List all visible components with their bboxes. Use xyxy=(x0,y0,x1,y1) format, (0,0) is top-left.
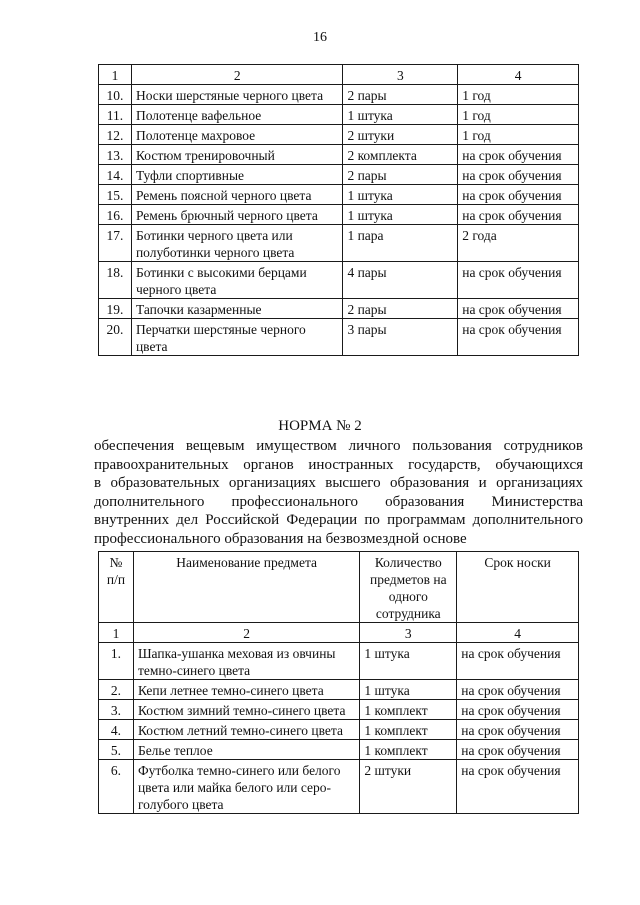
cell-wear-period: на срок обучения xyxy=(458,319,579,356)
cell-quantity: 2 пары xyxy=(343,165,458,185)
cell-quantity: 2 пары xyxy=(343,85,458,105)
cell-item-name: Полотенце махровое xyxy=(131,125,342,145)
table-row xyxy=(99,165,579,185)
cell-item-name: Белье теплое xyxy=(133,740,359,760)
table-row xyxy=(99,319,579,356)
cell-item-name: Кепи летнее темно-синего цвета xyxy=(133,680,359,700)
cell-number: 3. xyxy=(99,700,134,720)
cell-quantity: 1 штука xyxy=(343,185,458,205)
cell-quantity: 3 пары xyxy=(343,319,458,356)
cell-quantity: 1 штука xyxy=(360,680,457,700)
table-row xyxy=(99,205,579,225)
cell-wear-period: на срок обучения xyxy=(458,205,579,225)
cell-number: 1. xyxy=(99,643,134,680)
table-row xyxy=(99,85,579,105)
cell-item-name: Ремень брючный черного цвета xyxy=(131,205,342,225)
cell-quantity: 1 штука xyxy=(343,105,458,125)
cell-wear-period: на срок обучения xyxy=(457,760,579,814)
cell-wear-period: на срок обучения xyxy=(457,700,579,720)
cell-item-name: Ремень поясной черного цвета xyxy=(131,185,342,205)
table-row xyxy=(99,760,579,814)
cell-wear-period: на срок обучения xyxy=(458,145,579,165)
cell-quantity: 1 комплект xyxy=(360,720,457,740)
cell-number: 20. xyxy=(99,319,132,356)
cell-wear-period: 1 год xyxy=(458,105,579,125)
cell-quantity: 1 штука xyxy=(360,643,457,680)
cell-quantity: 2 комплекта xyxy=(343,145,458,165)
cell-number: 12. xyxy=(99,125,132,145)
cell-number: 18. xyxy=(99,262,132,299)
cell-number: 11. xyxy=(99,105,132,125)
table-row xyxy=(99,740,579,760)
cell-item-name: Костюм зимний темно-синего цвета xyxy=(133,700,359,720)
table-header-row xyxy=(99,552,579,623)
column-number-label: 4 xyxy=(457,623,579,643)
cell-item-name: Туфли спортивные xyxy=(131,165,342,185)
cell-item-name: Ботинки с высокими берцами черного цвета xyxy=(131,262,342,299)
norma-description-line: дополнительного профессионального образования Министерства xyxy=(94,493,583,510)
cell-number: 10. xyxy=(99,85,132,105)
cell-item-name: Футболка темно-синего или белого цвета или майка белого или серо-голубого цвета xyxy=(133,760,359,814)
cell-item-name: Носки шерстяные черного цвета xyxy=(131,85,342,105)
norma-description-line: обеспечения вещевым имуществом личного пользования сотрудников xyxy=(94,438,583,454)
cell-number: 17. xyxy=(99,225,132,262)
column-header-wear-period: Срок носки xyxy=(457,552,579,623)
cell-item-name: Тапочки казарменные xyxy=(131,299,342,319)
cell-quantity: 2 пары xyxy=(343,299,458,319)
table-row xyxy=(99,225,579,262)
cell-wear-period: на срок обучения xyxy=(458,299,579,319)
cell-wear-period: на срок обучения xyxy=(458,262,579,299)
cell-number: 13. xyxy=(99,145,132,165)
cell-item-name: Костюм летний темно-синего цвета xyxy=(133,720,359,740)
cell-number: 4. xyxy=(99,720,134,740)
cell-wear-period: на срок обучения xyxy=(457,720,579,740)
column-header-number: № п/п xyxy=(99,552,134,623)
norma-description-line: профессионального образования на безвозмездной основе xyxy=(94,530,467,547)
table-row xyxy=(99,145,579,165)
norma-description-line: внутренних дел Российской Федерации по программам дополнительного xyxy=(94,512,583,528)
cell-number: 5. xyxy=(99,740,134,760)
table-numbering-row xyxy=(99,65,579,85)
cell-quantity: 4 пары xyxy=(343,262,458,299)
cell-item-name: Перчатки шерстяные черного цвета xyxy=(131,319,342,356)
norma-title: НОРМА № 2 xyxy=(278,418,362,434)
cell-item-name: Полотенце вафельное xyxy=(131,105,342,125)
column-header-quantity: Количество предметов на одного сотрудника xyxy=(360,552,457,623)
column-number-label: 2 xyxy=(133,623,359,643)
cell-number: 15. xyxy=(99,185,132,205)
cell-wear-period: 1 год xyxy=(458,125,579,145)
cell-number: 6. xyxy=(99,760,134,814)
cell-wear-period: на срок обучения xyxy=(457,680,579,700)
cell-quantity: 2 штуки xyxy=(360,760,457,814)
cell-number: 16. xyxy=(99,205,132,225)
norma-2-table xyxy=(98,551,579,814)
cell-quantity: 1 комплект xyxy=(360,740,457,760)
cell-wear-period: 1 год xyxy=(458,85,579,105)
cell-wear-period: 2 года xyxy=(458,225,579,262)
cell-wear-period: на срок обучения xyxy=(458,165,579,185)
cell-number: 19. xyxy=(99,299,132,319)
column-number-label: 1 xyxy=(99,623,134,643)
table-row xyxy=(99,643,579,680)
items-table-continued xyxy=(98,64,579,356)
cell-quantity: 1 комплект xyxy=(360,700,457,720)
table-row xyxy=(99,262,579,299)
column-header-item-name: Наименование предмета xyxy=(133,552,359,623)
table-row xyxy=(99,700,579,720)
page-number: 16 xyxy=(313,30,327,45)
column-number-label: 3 xyxy=(360,623,457,643)
cell-wear-period: на срок обучения xyxy=(457,643,579,680)
norma-description-line: правоохранительных органов иностранных государств, обучающихся xyxy=(94,456,583,473)
cell-quantity: 2 штуки xyxy=(343,125,458,145)
norma-description xyxy=(94,437,583,548)
table-numbering-row xyxy=(99,623,579,643)
cell-wear-period: на срок обучения xyxy=(458,185,579,205)
column-number-label: 3 xyxy=(343,65,458,85)
cell-quantity: 1 штука xyxy=(343,205,458,225)
table-row xyxy=(99,105,579,125)
table-row xyxy=(99,125,579,145)
cell-number: 14. xyxy=(99,165,132,185)
table-row xyxy=(99,299,579,319)
table-row xyxy=(99,185,579,205)
column-number-label: 1 xyxy=(99,65,132,85)
cell-number: 2. xyxy=(99,680,134,700)
column-number-label: 4 xyxy=(458,65,579,85)
norma-description-line: в образовательных организациях высшего образования и организациях xyxy=(94,475,583,491)
cell-item-name: Костюм тренировочный xyxy=(131,145,342,165)
cell-item-name: Ботинки черного цвета или полуботинки черного цвета xyxy=(131,225,342,262)
table-row xyxy=(99,720,579,740)
table-row xyxy=(99,680,579,700)
cell-wear-period: на срок обучения xyxy=(457,740,579,760)
column-number-label: 2 xyxy=(131,65,342,85)
cell-quantity: 1 пара xyxy=(343,225,458,262)
cell-item-name: Шапка-ушанка меховая из овчины темно-синего цвета xyxy=(133,643,359,680)
